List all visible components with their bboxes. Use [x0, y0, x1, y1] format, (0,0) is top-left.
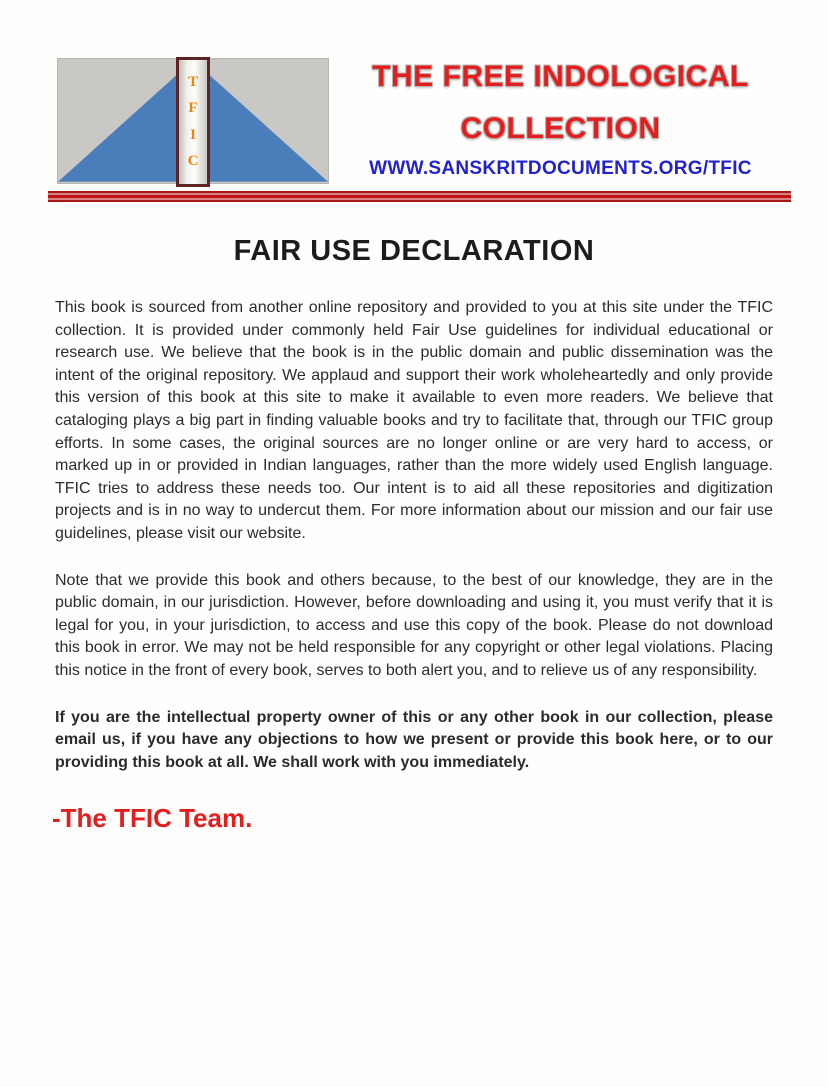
logo-letter: T [187, 73, 198, 90]
logo-pillar-icon [176, 57, 210, 187]
paragraph-ip-owner: If you are the intellectual property owner of this or any other book in our collection, please email us, if you have any objections to how we present or provide this book here, or to our providing this book at all. We shall work with you immediately. [55, 708, 773, 771]
paragraph-legal-notice: Note that we provide this book and others because, to the best of our knowledge, they are in the public domain, in our jurisdiction. However, before downloading and using it, you must verify that it is legal for you, in your jurisdiction, to access and use this copy of the book. Please do not download this book in error. We may not be held responsible for any copyright or other legal violations. Placing this notice in the front of every book, serves to both alert you, and to relieve us of any responsibility. [55, 571, 773, 679]
page-title: FAIR USE DECLARATION [233, 235, 595, 267]
signature: -The TFIC Team. [52, 803, 253, 834]
content [0, 297, 828, 774]
collection-title-line2: COLLECTION [460, 112, 661, 145]
document-body [0, 235, 828, 834]
paragraph-fair-use: This book is sourced from another online repository and provided to you at this site under the TFIC collection. It is provided under commonly held Fair Use guidelines for individual educational or research use. We believe that the book is in the public domain and public dissemination was the intent of the original repository. We applaud and support their work wholeheartedly and only provide this version of this book at this site to make it available to even more readers. We believe that cataloging plays a big part in finding valuable books and try to facilitate that, through our TFIC group efforts. In some cases, the original sources are no longer online or are very hard to access, or marked up in or provided in Indian languages, rather than the more widely used English language. TFIC tries to address these needs too. Our intent is to aid all these repositories and digitization projects and is in no way to undercut them. For more information about our mission and our fair use guidelines, please visit our website. [55, 299, 773, 542]
tfic-logo [57, 58, 329, 184]
collection-title-line1: THE FREE INDOLOGICAL [372, 60, 749, 93]
logo-letter: C [187, 153, 199, 170]
header [0, 0, 828, 184]
website-url[interactable]: WWW.SANSKRITDOCUMENTS.ORG/TFIC [369, 158, 752, 179]
header-title-block [329, 58, 792, 180]
logo-letter: I [190, 126, 196, 143]
red-divider [48, 191, 791, 202]
logo-letter: F [188, 100, 198, 117]
